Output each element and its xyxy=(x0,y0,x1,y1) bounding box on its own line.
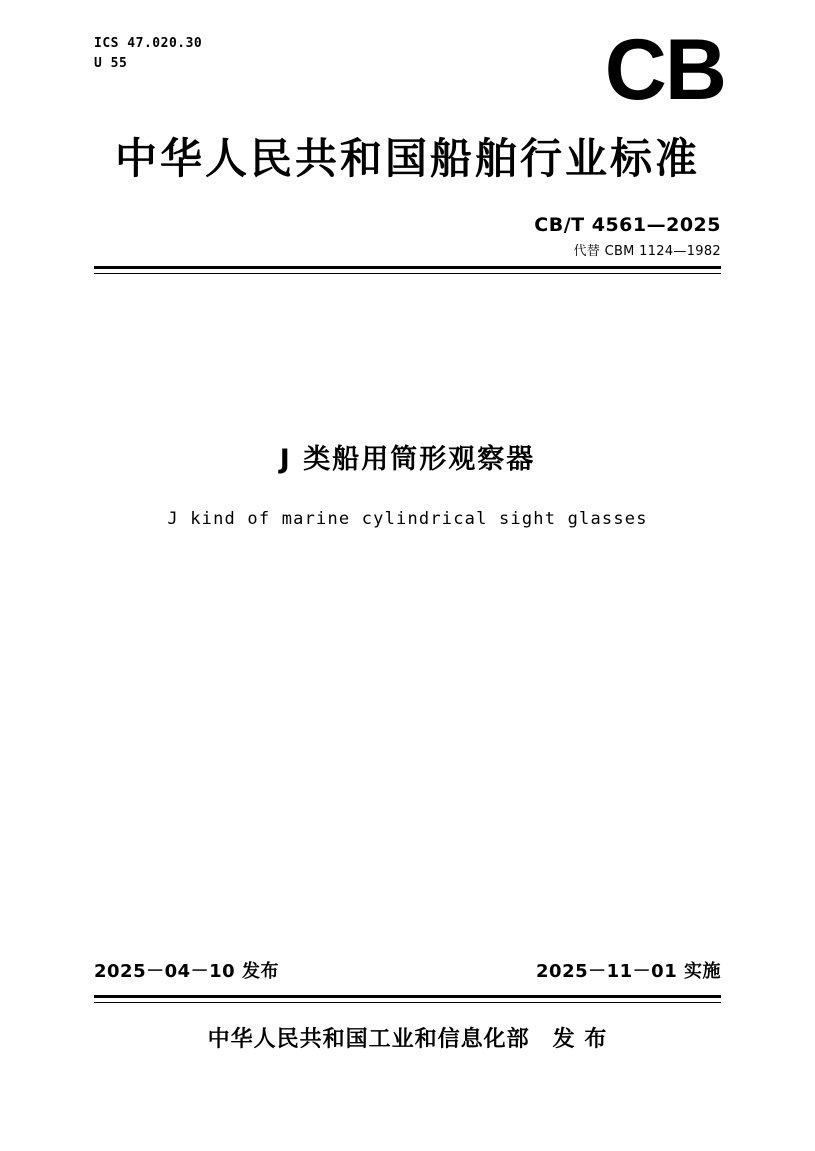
ics-code: ICS 47.020.30 xyxy=(94,36,203,51)
issue-date: 2025－04－10 发布 xyxy=(94,961,279,982)
standard-number: CB/T 4561—2025 xyxy=(534,214,721,236)
header-divider-thick xyxy=(94,266,721,269)
publisher: 中华人民共和国工业和信息化部 发 布 xyxy=(207,1027,608,1052)
cb-logo: CB xyxy=(604,22,725,118)
document-title-chinese: J 类船用筒形观察器 xyxy=(279,444,536,475)
footer-divider-thick xyxy=(94,995,721,998)
header-divider-thin xyxy=(94,273,721,274)
classification-code: U 55 xyxy=(94,56,128,71)
organization-title: 中华人民共和国船舶行业标准 xyxy=(114,134,700,183)
document-title-english: J kind of marine cylindrical sight glasses xyxy=(167,509,648,529)
standard-replaces: 代替 CBM 1124—1982 xyxy=(573,244,721,259)
footer-divider-thin xyxy=(94,1002,721,1003)
implementation-date: 2025－11－01 实施 xyxy=(536,961,721,982)
ics-code-block xyxy=(94,34,202,74)
